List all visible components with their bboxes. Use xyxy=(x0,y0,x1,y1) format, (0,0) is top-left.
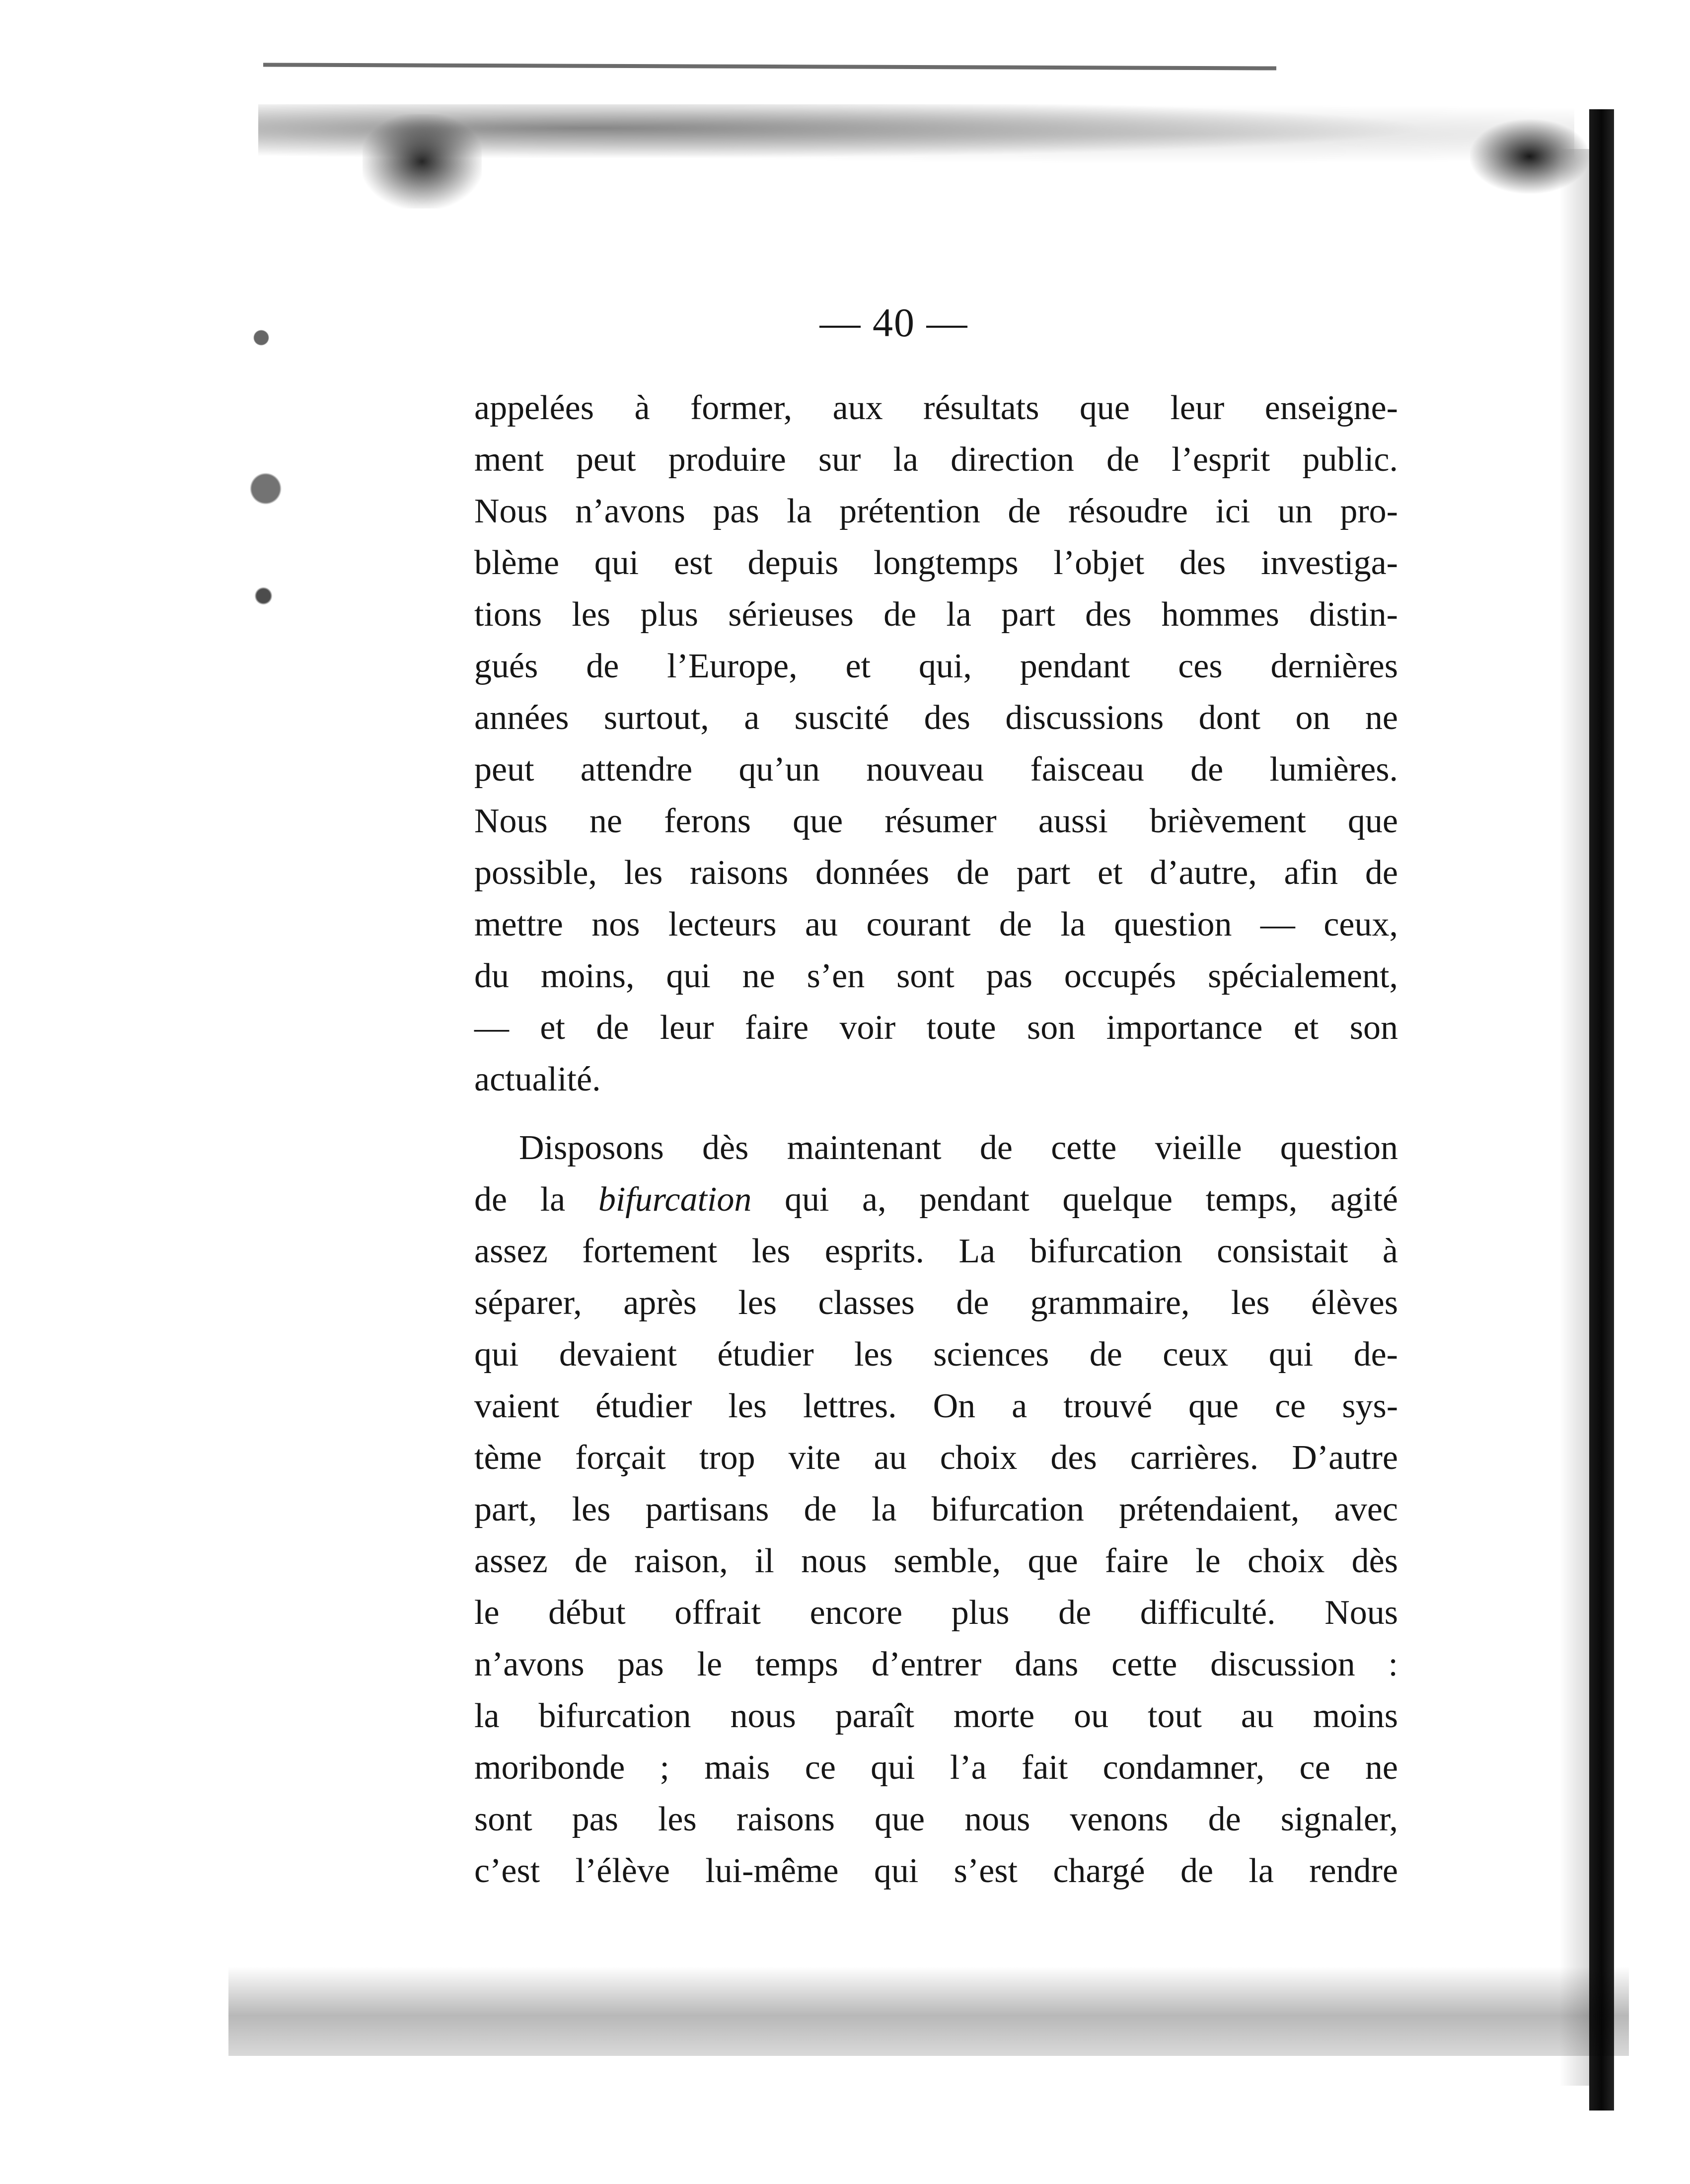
text-line: assez fortement les esprits. La bifurcation consistait à xyxy=(474,1232,1398,1270)
text-line: vaient étudier les lettres. On a trouvé que ce sys- xyxy=(474,1387,1398,1425)
text-line: sont pas les raisons que nous venons de signaler, xyxy=(474,1800,1398,1838)
text-segment: qui a, pendant quelque temps, agité xyxy=(751,1180,1398,1219)
scan-top-rule xyxy=(263,63,1276,70)
text-line: actualité. xyxy=(474,1060,601,1098)
text-line: tème forçait trop vite au choix des carrières. D’autre xyxy=(474,1439,1398,1477)
italic-term: bifurcation xyxy=(598,1180,752,1219)
text-line: assez de raison, il nous semble, que faire le choix dès xyxy=(474,1542,1398,1580)
text-line: peut attendre qu’un nouveau faisceau de lumières. xyxy=(474,750,1398,789)
text-line: ment peut produire sur la direction de l’esprit public. xyxy=(474,440,1398,479)
text-line xyxy=(474,1174,1398,1226)
text-line: la bifurcation nous paraît morte ou tout au moins xyxy=(474,1697,1398,1735)
text-line: appelées à former, aux résultats que leur enseigne- xyxy=(474,389,1398,427)
ink-blot-left xyxy=(363,114,482,209)
text-line: séparer, après les classes de grammaire, les élèves xyxy=(474,1284,1398,1322)
text-line: — et de leur faire voir toute son importance et son xyxy=(474,1009,1398,1047)
text-line: Nous ne ferons que résumer aussi brièvement que xyxy=(474,802,1398,840)
text-line: tions les plus sérieuses de la part des hommes distin- xyxy=(474,595,1398,634)
scan-bottom-smudge xyxy=(228,1966,1629,2056)
text-line: qui devaient étudier les sciences de ceux qui de- xyxy=(474,1335,1398,1374)
text-line: possible, les raisons données de part et d’autre, afin de xyxy=(474,854,1398,892)
text-line: c’est l’élève lui-même qui s’est chargé de la rendre xyxy=(474,1852,1398,1890)
text-line: blème qui est depuis longtemps l’objet des investiga- xyxy=(474,544,1398,582)
text-line: moribonde ; mais ce qui l’a fait condamner, ce ne xyxy=(474,1748,1398,1787)
text-line: n’avons pas le temps d’entrer dans cette discussion : xyxy=(474,1645,1398,1683)
text-line: du moins, qui ne s’en sont pas occupés spécialement, xyxy=(474,957,1398,995)
text-line: le début offrait encore plus de difficulté. Nous xyxy=(474,1594,1398,1632)
page-number: — 40 — xyxy=(819,300,968,345)
book-spine-edge xyxy=(1589,109,1614,2111)
text-line: Disposons dès maintenant de cette vieille question xyxy=(519,1129,1398,1167)
text-line: mettre nos lecteurs au courant de la question — ceux, xyxy=(474,905,1398,944)
text-line: années surtout, a suscité des discussions dont on ne xyxy=(474,699,1398,737)
text-segment: de la xyxy=(474,1180,598,1219)
text-line: gués de l’Europe, et qui, pendant ces dernières xyxy=(474,647,1398,685)
text-line: part, les partisans de la bifurcation prétendaient, avec xyxy=(474,1490,1398,1529)
text-line: Nous n’avons pas la prétention de résoudre ici un pro- xyxy=(474,492,1398,530)
scan-left-specks xyxy=(243,298,288,695)
